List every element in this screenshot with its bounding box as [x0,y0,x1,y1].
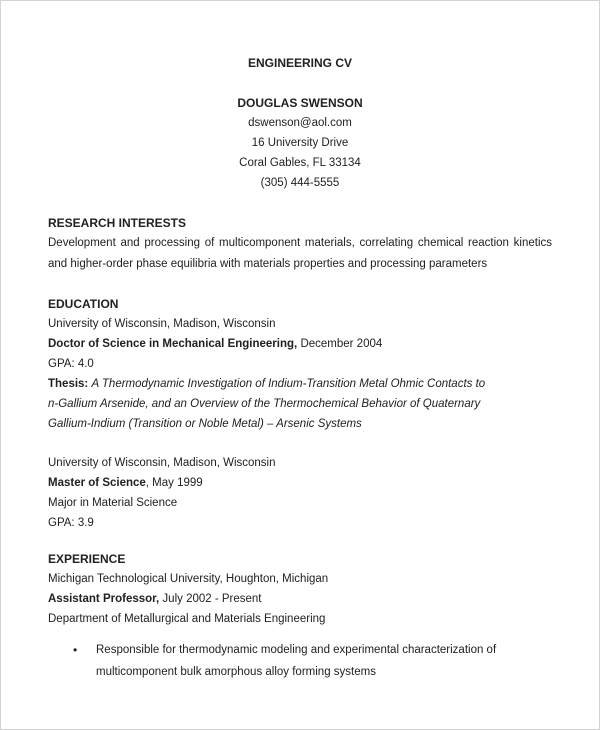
doctorate-degree-line [48,334,552,354]
contact-phone: (305) 444-5555 [260,177,340,189]
education-heading: EDUCATION [48,297,119,311]
doctorate-date: December 2004 [300,338,383,350]
thesis-text-line2: n-Gallium Arsenide, and an Overview of the Thermochemical Behavior of Quaternary [48,398,481,410]
masters-school: University of Wisconsin, Madison, Wisconsin [48,457,276,469]
job-organization: Michigan Technological University, Houghton, Michigan [48,573,329,585]
masters-major: Major in Material Science [48,497,178,509]
thesis-label: Thesis: [48,378,89,390]
thesis-text-line3: Gallium-Indium (Transition or Noble Metal) – Arsenic Systems [48,418,362,430]
experience-heading: EXPERIENCE [48,552,126,566]
contact-block [48,93,552,193]
document-title: ENGINEERING CV [247,56,352,70]
doctorate-gpa: GPA: 4.0 [48,358,94,370]
doctorate-degree: Doctor of Science in Mechanical Engineering, [48,338,298,350]
masters-degree-line [48,473,552,493]
contact-email: dswenson@aol.com [248,117,352,129]
contact-address-line2: Coral Gables, FL 33134 [239,157,361,169]
masters-date: , May 1999 [145,477,203,489]
thesis-line1 [48,374,552,394]
education-section [48,294,552,533]
thesis-text-line1: A Thermodynamic Investigation of Indium-Transition Metal Ohmic Contacts to [91,378,486,390]
job-department: Department of Metallurgical and Materials Engineering [48,613,326,625]
research-interests-line2: and higher-order phase equilibria with materials properties and processing parameters [48,258,488,270]
education-entry-doctorate [48,314,552,434]
research-interests-heading: RESEARCH INTERESTS [48,216,187,230]
contact-name: DOUGLAS SWENSON [237,96,363,110]
job-position-line [48,589,552,609]
bullet-icon: • [73,643,78,657]
job-bullet-item [48,639,552,683]
masters-gpa: GPA: 3.9 [48,517,94,529]
research-interests-section [48,213,552,275]
masters-degree: Master of Science [48,477,146,489]
experience-section [48,549,552,683]
job-bullet-text: Responsible for thermodynamic modeling and experimental characterization of multicomponent bulk amorphous alloy forming systems [96,644,497,678]
job-dates: July 2002 - Present [162,593,262,605]
doctorate-school: University of Wisconsin, Madison, Wisconsin [48,318,276,330]
job-position: Assistant Professor, [48,593,160,605]
education-entry-masters [48,453,552,533]
research-interests-line1: Development and processing of multicomponent materials, correlating chemical reaction kinetics [48,237,552,249]
contact-address-line1: 16 University Drive [251,137,349,149]
